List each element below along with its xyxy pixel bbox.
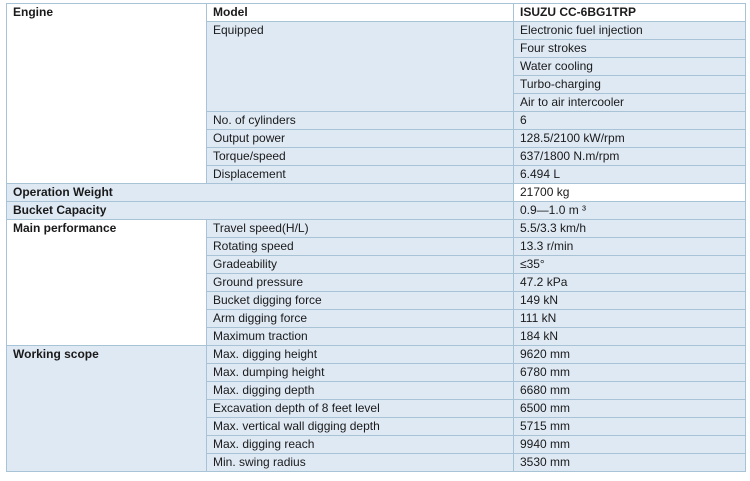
row-label: Bucket digging force [207, 292, 514, 310]
row-label: Gradeability [207, 256, 514, 274]
row-value: 3530 mm [514, 454, 746, 472]
row-value: 9620 mm [514, 346, 746, 364]
category-engine: Engine [7, 4, 207, 184]
table-row [7, 346, 746, 364]
row-label: Arm digging force [207, 310, 514, 328]
row-label: Max. dumping height [207, 364, 514, 382]
row-value: 5715 mm [514, 418, 746, 436]
table-row [7, 4, 746, 22]
row-label: Torque/speed [207, 148, 514, 166]
row-label: Maximum traction [207, 328, 514, 346]
row-label: Travel speed(H/L) [207, 220, 514, 238]
row-value: 149 kN [514, 292, 746, 310]
operation-weight-value: 21700 kg [514, 184, 746, 202]
row-value: 6680 mm [514, 382, 746, 400]
model-value: ISUZU CC-6BG1TRP [514, 4, 746, 22]
equipped-item: Air to air intercooler [514, 94, 746, 112]
table-row [7, 202, 746, 220]
row-label: Ground pressure [207, 274, 514, 292]
row-value: 637/1800 N.m/rpm [514, 148, 746, 166]
row-value: 128.5/2100 kW/rpm [514, 130, 746, 148]
bucket-capacity-value: 0.9—1.0 m ³ [514, 202, 746, 220]
row-value: 9940 mm [514, 436, 746, 454]
row-label: Displacement [207, 166, 514, 184]
row-value: 5.5/3.3 km/h [514, 220, 746, 238]
row-value: 13.3 r/min [514, 238, 746, 256]
category-main-performance: Main performance [7, 220, 207, 346]
equipped-label: Equipped [207, 22, 514, 112]
row-value: 6.494 L [514, 166, 746, 184]
row-label: Excavation depth of 8 feet level [207, 400, 514, 418]
row-label: Max. vertical wall digging depth [207, 418, 514, 436]
row-label: No. of cylinders [207, 112, 514, 130]
row-value: 184 kN [514, 328, 746, 346]
spec-table [6, 3, 746, 472]
row-value: 47.2 kPa [514, 274, 746, 292]
row-label: Max. digging depth [207, 382, 514, 400]
row-label: Rotating speed [207, 238, 514, 256]
equipped-item: Water cooling [514, 58, 746, 76]
row-value: 6500 mm [514, 400, 746, 418]
row-value: 6780 mm [514, 364, 746, 382]
table-row [7, 220, 746, 238]
row-label: Output power [207, 130, 514, 148]
equipped-item: Four strokes [514, 40, 746, 58]
category-operation-weight: Operation Weight [7, 184, 514, 202]
model-label: Model [207, 4, 514, 22]
row-value: 111 kN [514, 310, 746, 328]
row-label: Max. digging height [207, 346, 514, 364]
table-row [7, 184, 746, 202]
row-value: ≤35° [514, 256, 746, 274]
row-label: Min. swing radius [207, 454, 514, 472]
row-label: Max. digging reach [207, 436, 514, 454]
equipped-item: Turbo-charging [514, 76, 746, 94]
category-working-scope: Working scope [7, 346, 207, 472]
category-bucket-capacity: Bucket Capacity [7, 202, 514, 220]
equipped-item: Electronic fuel injection [514, 22, 746, 40]
row-value: 6 [514, 112, 746, 130]
